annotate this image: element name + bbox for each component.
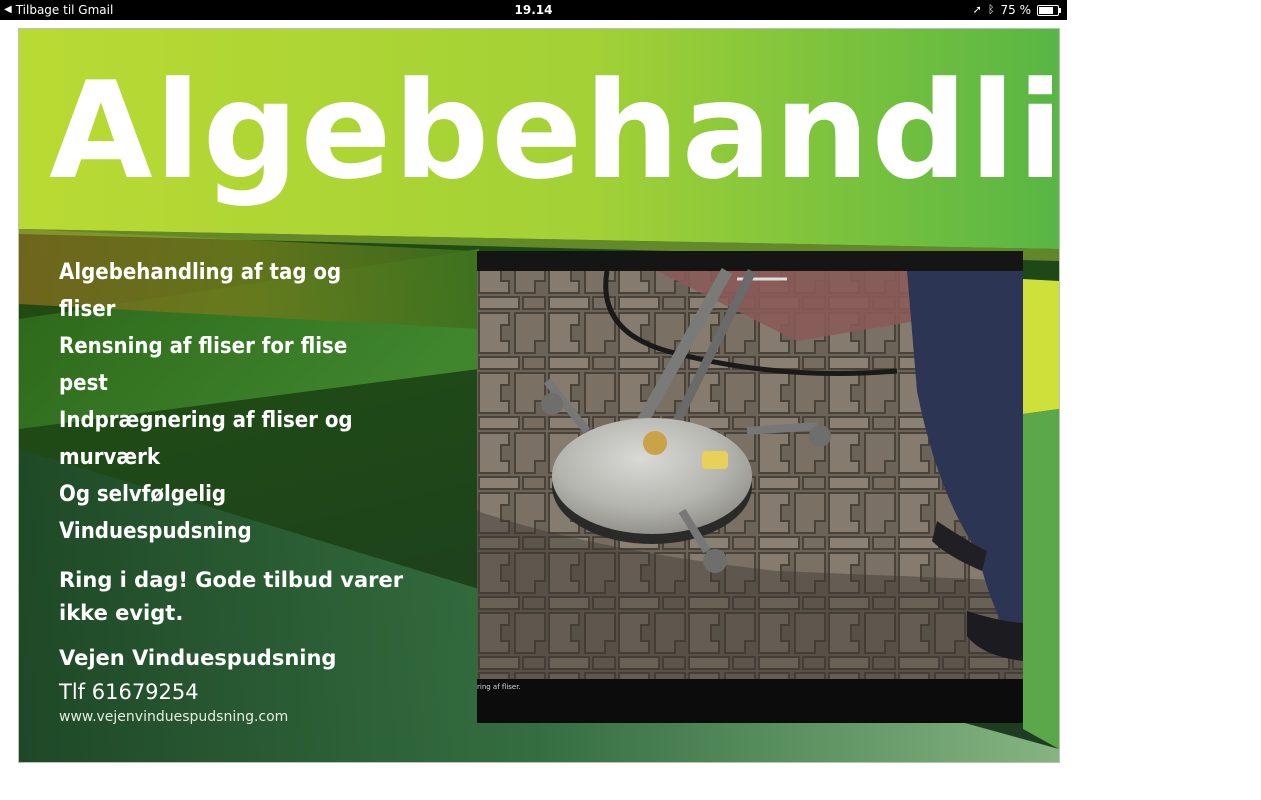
back-label: Tilbage til Gmail — [15, 3, 114, 17]
phone-number: Tlf 61679254 — [59, 680, 199, 704]
service-item-impregnation: Indprægnering af fliser og murværk — [59, 408, 353, 470]
back-chevron-icon: ◀ — [4, 4, 12, 15]
status-bar — [0, 0, 1067, 20]
battery-icon — [1037, 5, 1059, 16]
photo-caption: ring af fliser. — [477, 683, 521, 691]
battery-level-fill — [1039, 7, 1053, 14]
call-to-action: Ring i dag! Gode tilbud varer ikke evigt. — [59, 568, 404, 625]
status-indicators — [973, 3, 1059, 17]
surface-cleaner-photo — [477, 251, 1023, 723]
clock: 19.14 — [514, 3, 553, 17]
bluetooth-icon: ᛒ — [987, 3, 995, 16]
location-arrow-icon: ➚ — [972, 3, 982, 16]
service-item-tile-cleaning: Rensning af fliser for flise pest — [59, 334, 348, 396]
headline: Algebehandling — [49, 53, 1261, 209]
service-item-window-cleaning: Og selvfølgelig Vinduespudsning — [59, 482, 252, 544]
company-name: Vejen Vinduespudsning — [59, 646, 337, 670]
battery-percent: 75 % — [1000, 3, 1031, 17]
website-url: www.vejenvinduespudsning.com — [59, 709, 289, 725]
photo-caption-bar — [477, 679, 1023, 723]
flyer-image[interactable] — [18, 28, 1261, 763]
service-list — [59, 254, 439, 550]
service-item-roof-tiles: Algebehandling af tag og fliser — [59, 260, 342, 322]
